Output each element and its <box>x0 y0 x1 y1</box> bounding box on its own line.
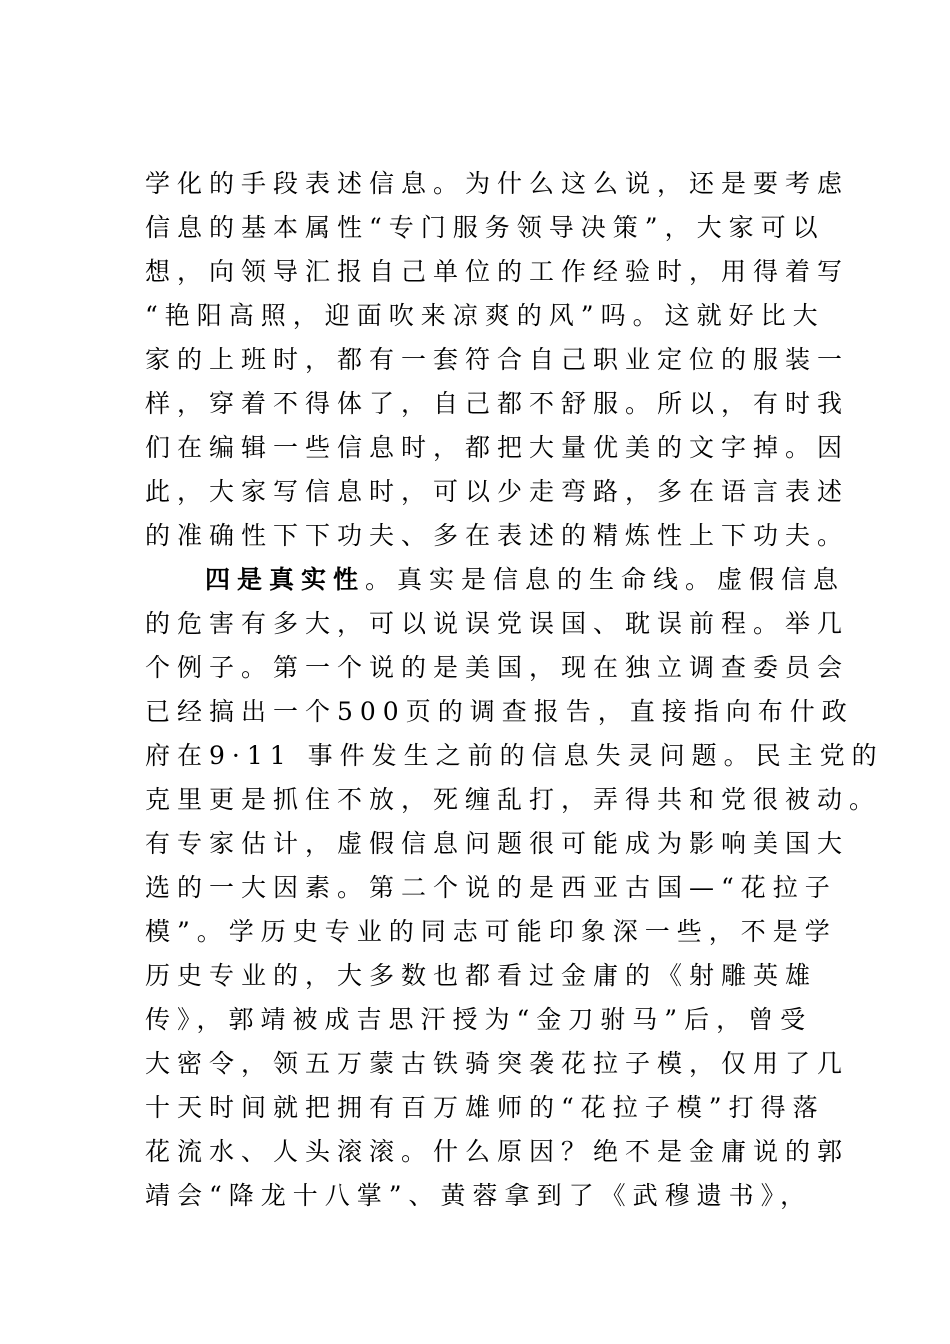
text-line: 选的一大因素。第二个说的是西亚古国—“花拉子 <box>145 873 837 902</box>
text-line: “艳阳高照，迎面吹来凉爽的风”吗。这就好比大 <box>145 301 825 330</box>
text-line: 的准确性下下功夫、多在表述的精炼性上下功夫。 <box>145 521 850 550</box>
text-line: 府在9·11 事件发生之前的信息失灵问题。民主党的 <box>145 741 884 770</box>
text-line: 学化的手段表述信息。为什么这么说，还是要考虑 <box>145 169 850 198</box>
text-line: 传》，郭靖被成吉思汗授为“金刀驸马”后，曾受 <box>145 1005 813 1034</box>
text-line: 克里更是抓住不放，死缠乱打，弄得共和党很被动。 <box>145 785 882 814</box>
text-line: 个例子。第一个说的是美国，现在独立调查委员会 <box>145 653 850 682</box>
text-line: 的危害有多大，可以说误党误国、耽误前程。举几 <box>145 609 850 638</box>
text-line: 此，大家写信息时，可以少走弯路，多在语言表述 <box>145 477 850 506</box>
text-line: 想，向领导汇报自己单位的工作经验时，用得着写 <box>145 257 850 286</box>
text-line: 已经搞出一个500页的调查报告，直接指向布什政 <box>145 697 854 726</box>
text-line: 靖会“降龙十八掌”、黄蓉拿到了《武穆遗书》， <box>145 1181 813 1210</box>
text-line: 家的上班时，都有一套符合自己职业定位的服装一 <box>145 345 850 374</box>
body-text <box>145 162 884 1218</box>
paragraph-first-rest: 。真实是信息的生命线。虚假信息 <box>365 565 846 594</box>
text-line: 有专家估计，虚假信息问题很可能成为影响美国大 <box>145 829 850 858</box>
text-line: 样，穿着不得体了，自己都不舒服。所以，有时我 <box>145 389 850 418</box>
text-line: 模”。学历史专业的同志可能印象深一些，不是学 <box>145 917 837 946</box>
text-line: 十天时间就把拥有百万雄师的“花拉子模”打得落 <box>145 1093 825 1122</box>
text-line: 信息的基本属性“专门服务领导决策”，大家可以 <box>145 213 825 242</box>
text-line: 花流水、人头滚滚。什么原因？绝不是金庸说的郭 <box>145 1137 850 1166</box>
text-line: 们在编辑一些信息时，都把大量优美的文字掉。因 <box>145 433 850 462</box>
paragraph-lead: 四是真实性 <box>205 565 366 594</box>
paragraph-first-line <box>145 558 845 602</box>
text-line: 大密令，领五万蒙古铁骑突袭花拉子模，仅用了几 <box>145 1049 850 1078</box>
text-line: 历史专业的，大多数也都看过金庸的《射雕英雄 <box>145 961 818 990</box>
